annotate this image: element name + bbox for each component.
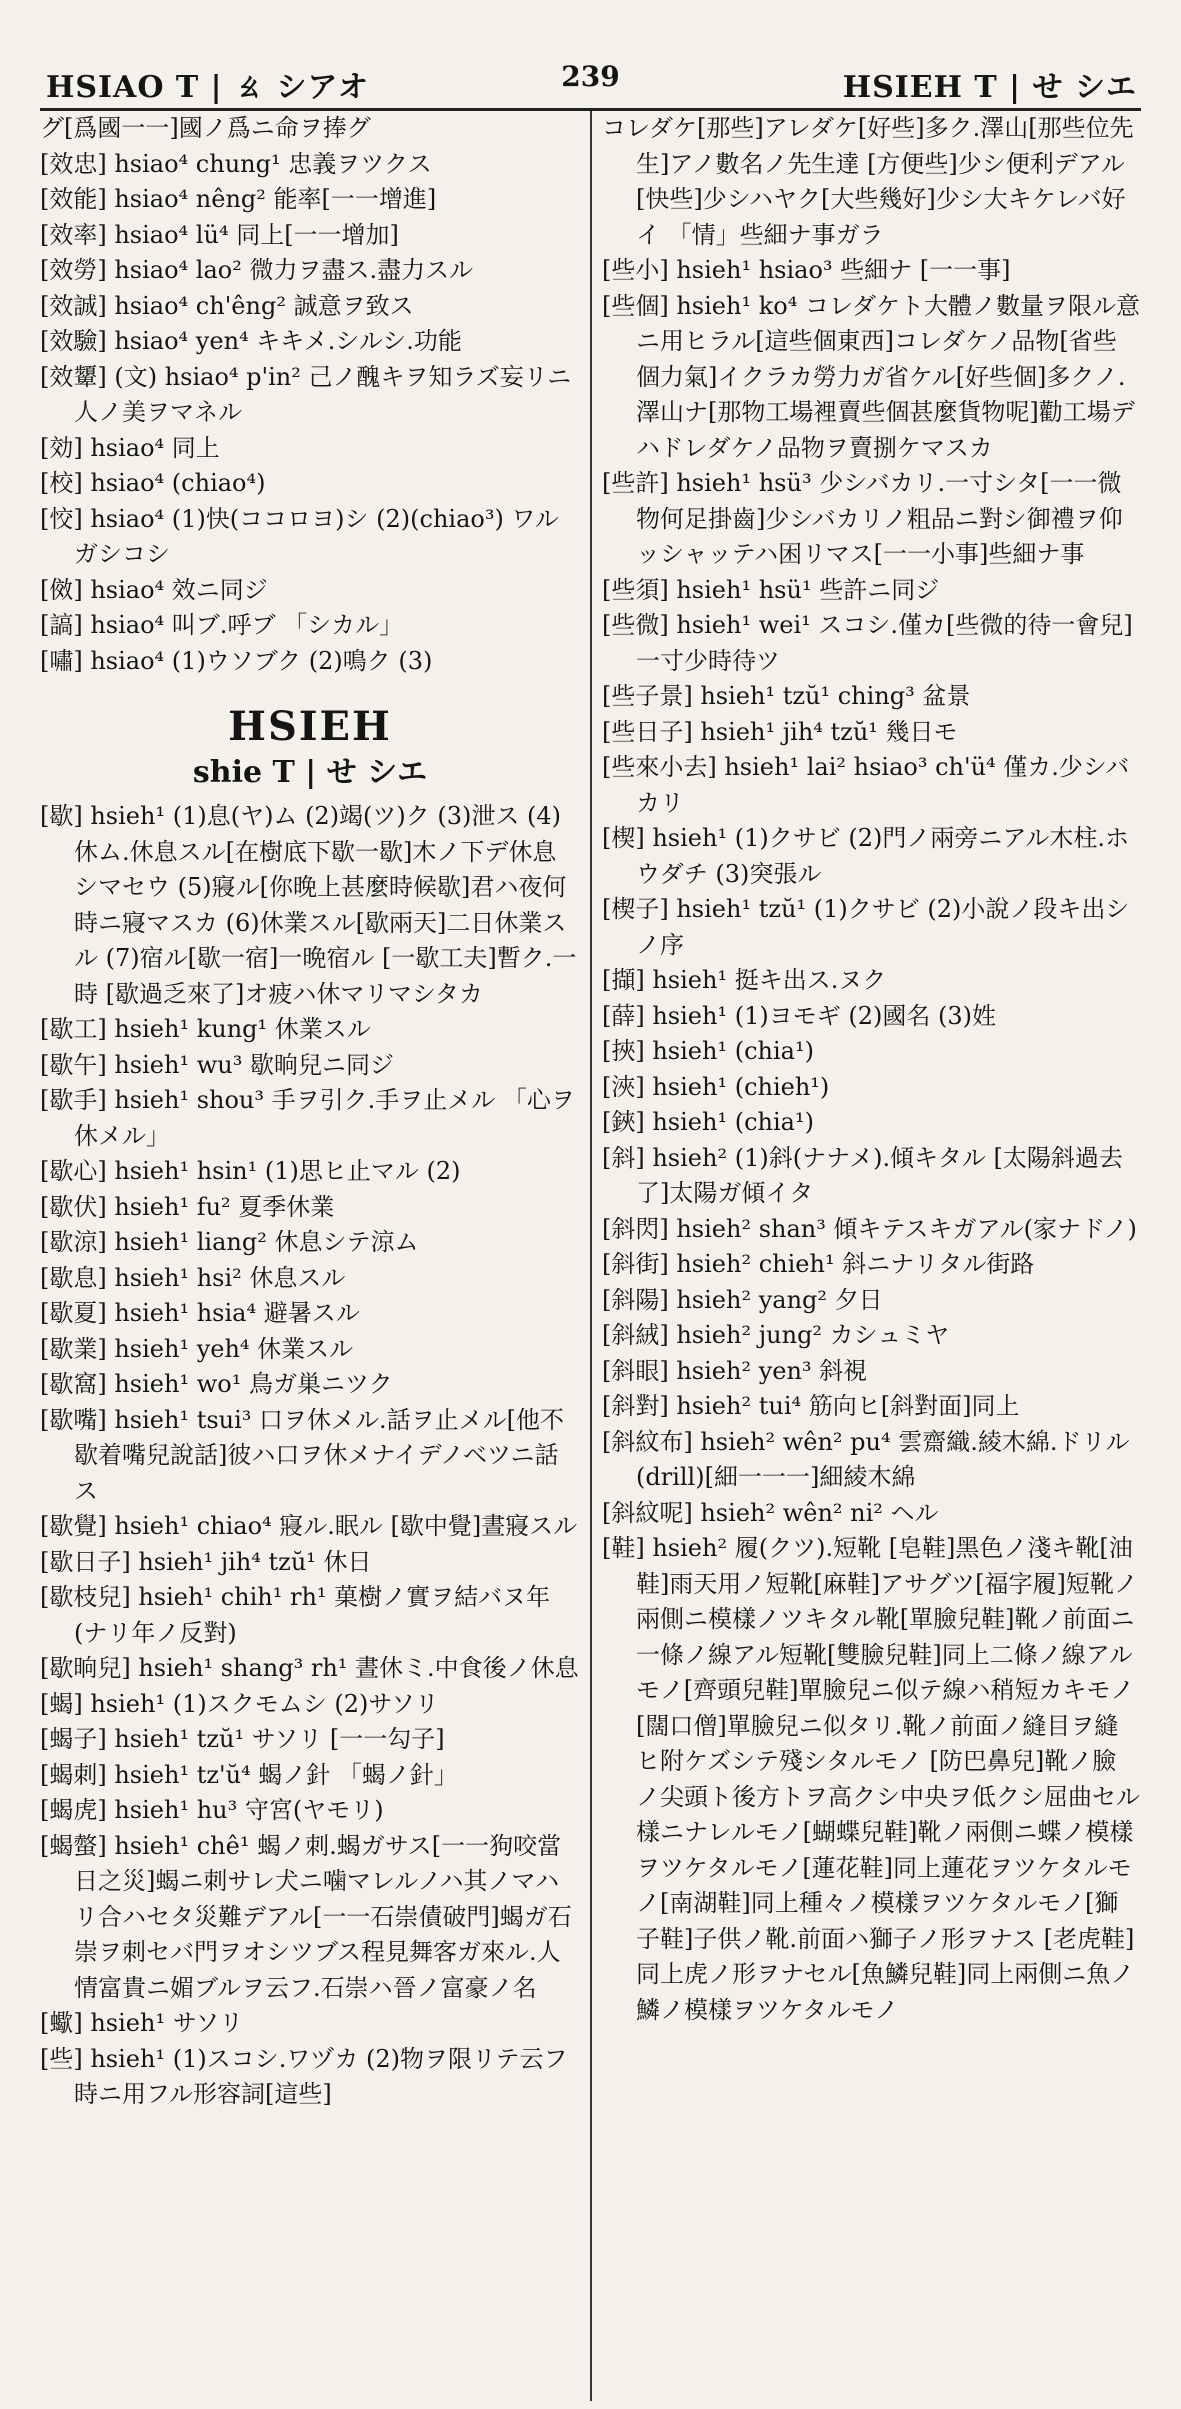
dictionary-entry: [歇午] hsieh¹ wu³ 歇晌兒ニ同ジ bbox=[40, 1050, 394, 1079]
page-header bbox=[40, 58, 1141, 111]
dictionary-entry: [些] hsieh¹ (1)スコシ.ワヅカ (2)物ヲ限リテ云フ時ニ用フル形容詞[這些] bbox=[40, 2044, 568, 2108]
dictionary-entry: [效誠] hsiao⁴ ch'êng² 誠意ヲ致ス bbox=[40, 291, 414, 320]
dictionary-entry: [擷] hsieh¹ 挺キ出ス.ヌク bbox=[602, 966, 887, 994]
dictionary-entry: コレダケ[那些]アレダケ[好些]多ク.澤山[那些位先生]アノ數名ノ先生達 [方便些]少シ便利デアル[快些]少シハヤク[大些幾好]少シ大キケレバ好イ 「情」些細ナ事ガラ bbox=[602, 114, 1134, 249]
dictionary-entry: [效驗] hsiao⁴ yen⁴ キキメ.シルシ.功能 bbox=[40, 327, 462, 355]
dictionary-entry: [歇伏] hsieh¹ fu² 夏季休業 bbox=[40, 1192, 335, 1221]
dictionary-entry: [些微] hsieh¹ wei¹ スコシ.僅カ[些微的待一會兒]一寸少時待ツ bbox=[602, 611, 1133, 675]
left-entry-list bbox=[40, 111, 580, 679]
dictionary-entry: [楔子] hsieh¹ tzŭ¹ (1)クサビ (2)小說ノ段キ出シノ序 bbox=[602, 895, 1130, 959]
dictionary-entry: [蠍] hsieh¹ サソリ bbox=[40, 2009, 244, 2037]
two-column-body bbox=[40, 111, 1141, 2401]
dictionary-entry: [斜紋布] hsieh² wên² pu⁴ 雲齋織.綾木綿.ドリル(drill)[細一一一]細綾木綿 bbox=[602, 1427, 1130, 1491]
dictionary-entry: [些日子] hsieh¹ jih⁴ tzŭ¹ 幾日モ bbox=[602, 717, 958, 746]
dictionary-entry: [薛] hsieh¹ (1)ヨモギ (2)國名 (3)姓 bbox=[602, 1001, 996, 1030]
dictionary-entry: [蝎] hsieh¹ (1)スクモムシ (2)サソリ bbox=[40, 1689, 439, 1718]
dictionary-entry: [校] hsiao⁴ (chiao⁴) bbox=[40, 469, 266, 497]
dictionary-entry: [斜眼] hsieh² yen³ 斜視 bbox=[602, 1356, 868, 1385]
header-left-romanization: HSIAO T | ㄠ シアオ bbox=[46, 70, 370, 105]
dictionary-entry: [歇] hsieh¹ (1)息(ヤ)ム (2)竭(ツ)ク (3)泄ス (4)休ム.休息スル[在樹底下歇一歇]木ノ下デ休息シマセウ (5)寢ル[你晚上甚麼時候歇]君ハ夜何時ニ寢マスカ (6)休業スル[歇兩天]二日休業スル (7)宿ル[歇一宿]一晩宿ル [一歇工夫]暫ク.一時 [歇過乏來了]オ疲ハ休マリマシタカ bbox=[40, 802, 577, 1008]
dictionary-entry: [效率] hsiao⁴ lü⁴ 同上[一一增加] bbox=[40, 220, 399, 249]
dictionary-entry: [些來小去] hsieh¹ lai² hsiao³ ch'ü⁴ 僅カ.少シバカリ bbox=[602, 753, 1130, 817]
dictionary-entry: [斜] hsieh² (1)斜(ナナメ).傾キタル [太陽斜過去了]太陽ガ傾イタ bbox=[602, 1143, 1123, 1207]
dictionary-entry: [效顰] (文) hsiao⁴ p'in² 己ノ醜キヲ知ラズ妄リニ人ノ美ヲマネル bbox=[40, 362, 572, 426]
dictionary-entry: [傚] hsiao⁴ 效ニ同ジ bbox=[40, 575, 268, 604]
dictionary-entry: [歇日子] hsieh¹ jih⁴ tzŭ¹ 休日 bbox=[40, 1547, 372, 1576]
dictionary-entry: [浹] hsieh¹ (chieh¹) bbox=[602, 1072, 830, 1101]
section-title: HSIEH bbox=[228, 703, 392, 750]
dictionary-entry: [斜紋呢] hsieh² wên² ni² ヘル bbox=[602, 1498, 939, 1527]
dictionary-entry: [蝎子] hsieh¹ tzŭ¹ サソリ [一一勾子] bbox=[40, 1725, 445, 1753]
dictionary-entry: [歇心] hsieh¹ hsin¹ (1)思ヒ止マル (2) bbox=[40, 1157, 461, 1185]
dictionary-entry: [鞋] hsieh² 履(クツ).短靴 [皂鞋]黑色ノ淺キ靴[油鞋]雨天用ノ短靴[麻鞋]アサグツ[福字履]短靴ノ兩側ニ模樣ノツキタル靴[單臉兒鞋]靴ノ前面ニ一條ノ線アル短靴[雙臉兒鞋]同上二條ノ線アルモノ[齊頭兒鞋]單臉兒ニ似テ線ハ稍短カキモノ [闊口僧]單臉兒ニ似タリ.靴ノ前面ノ縫目ヲ縫ヒ附ケズシテ殘シタルモノ [防巴鼻兒]靴ノ臉ノ尖頭ト後方トヲ高クシ中央ヲ低クシ屈曲セル樣ニナレルモノ[蝴蝶兒鞋]靴ノ兩側ニ蝶ノ模樣ヲツケタルモノ[蓮花鞋]同上蓮花ヲツケタルモノ[南湖鞋]同上種々ノ模樣ヲツケタルモノ[獅子鞋]子供ノ靴.前面ハ獅子ノ形ヲナス [老虎鞋]同上虎ノ形ヲナセル[魚鱗兒鞋]同上兩側ニ魚ノ鱗ノ模樣ヲツケタルモノ bbox=[602, 1534, 1140, 2024]
dictionary-entry: [歇枝兒] hsieh¹ chih¹ rh¹ 菓樹ノ實ヲ結バヌ年(ナリ年ノ反對) bbox=[40, 1583, 551, 1647]
dictionary-entry: [恔] hsiao⁴ (1)快(ココロヨ)シ (2)(chiao³) ワルガシコシ bbox=[40, 504, 559, 568]
page-number: 239 bbox=[561, 60, 620, 93]
dictionary-entry: [鋏] hsieh¹ (chia¹) bbox=[602, 1108, 814, 1136]
dictionary-entry: [挾] hsieh¹ (chia¹) bbox=[602, 1037, 814, 1065]
dictionary-entry: [歇嘴] hsieh¹ tsui³ 口ヲ休メル.話ヲ止メル[他不歇着嘴兒說話]彼ハ口ヲ休メナイデノベツニ話ス bbox=[40, 1405, 565, 1505]
dictionary-entry: [効] hsiao⁴ 同上 bbox=[40, 433, 220, 462]
dictionary-entry: [蝎螫] hsieh¹ chê¹ 蝎ノ刺.蝎ガサス[一一狗咬當日之災]蝎ニ刺サレ犬ニ噛マレルノハ其ノマハリ合ハセタ災難デアル[一一石崇債破門]蝎ガ石崇ヲ刺セバ門ヲオシツブス程見舞客ガ來ル.人情富貴ニ媚ブルヲ云フ.石崇ハ晉ノ富豪ノ名 bbox=[40, 1831, 572, 2002]
dictionary-entry: [歇手] hsieh¹ shou³ 手ヲ引ク.手ヲ止メル 「心ヲ休メル」 bbox=[40, 1086, 575, 1150]
dictionary-entry: [效勞] hsiao⁴ lao² 微力ヲ盡ス.盡力スル bbox=[40, 256, 474, 284]
dictionary-entry: [斜陽] hsieh² yang² 夕日 bbox=[602, 1285, 883, 1314]
dictionary-entry: [些個] hsieh¹ ko⁴ コレダケト大體ノ數量ヲ限ル意ニ用ヒラル[這些個東西]コレダケノ品物[省些個力氣]イクラカ勞力ガ省ケル[好些個]多クノ.澤山ナ[那物工場裡賣些個甚麼貨物呢]勸工場デハドレダケノ品物ヲ賣捌ケマスカ bbox=[602, 291, 1140, 462]
dictionary-entry: グ[爲國一一]國ノ爲ニ命ヲ捧グ bbox=[40, 114, 371, 142]
dictionary-entry: [些許] hsieh¹ hsü³ 少シバカリ.一寸シタ[一一微物何足掛齒]少シバカリノ粗品ニ對シ御禮ヲ仰ッシャッテハ困リマス[一一小事]些細ナ事 bbox=[602, 469, 1123, 568]
dictionary-entry: [楔] hsieh¹ (1)クサビ (2)門ノ兩旁ニアル木柱.ホウダチ (3)突張ル bbox=[602, 824, 1130, 888]
dictionary-entry: [歇晌兒] hsieh¹ shang³ rh¹ 晝休ミ.中食後ノ休息 bbox=[40, 1654, 579, 1682]
right-column bbox=[590, 111, 1140, 2401]
dictionary-entry: [些子景] hsieh¹ tzŭ¹ ching³ 盆景 bbox=[602, 682, 971, 710]
dictionary-entry: [嘯] hsiao⁴ (1)ウソブク (2)鳴ク (3) bbox=[40, 646, 433, 675]
dictionary-entry: [些小] hsieh¹ hsiao³ 些細ナ [一一事] bbox=[602, 256, 1011, 284]
dictionary-entry: [斜閃] hsieh² shan³ 傾キテスキガアル(家ナドノ) bbox=[602, 1214, 1137, 1243]
left-entry-list-2 bbox=[40, 799, 580, 2113]
header-right-romanization: HSIEH T | せ シエ bbox=[842, 70, 1137, 105]
dictionary-entry: [歇窩] hsieh¹ wo¹ 鳥ガ巣ニツク bbox=[40, 1370, 393, 1398]
dictionary-entry: [歇涼] hsieh¹ liang² 休息シテ涼ム bbox=[40, 1228, 419, 1256]
dictionary-entry: [謞] hsiao⁴ 叫ブ.呼ブ 「シカル」 bbox=[40, 611, 404, 639]
section-subtitle: shie T | せ シエ bbox=[192, 755, 428, 790]
dictionary-entry: [蝎虎] hsieh¹ hu³ 守宮(ヤモリ) bbox=[40, 1796, 384, 1824]
dictionary-entry: [斜街] hsieh² chieh¹ 斜ニナリタル街路 bbox=[602, 1250, 1035, 1278]
dictionary-entry: [蝎刺] hsieh¹ tz'ŭ⁴ 蝎ノ針 「蝎ノ針」 bbox=[40, 1760, 458, 1789]
right-entry-list bbox=[602, 111, 1140, 2028]
dictionary-entry: [歇息] hsieh¹ hsi² 休息スル bbox=[40, 1263, 346, 1292]
dictionary-entry: [效忠] hsiao⁴ chung¹ 忠義ヲツクス bbox=[40, 149, 432, 178]
left-column bbox=[40, 111, 590, 2401]
dictionary-entry: [些須] hsieh¹ hsü¹ 些許ニ同ジ bbox=[602, 575, 940, 604]
section-heading bbox=[40, 701, 580, 793]
dictionary-entry: [斜絨] hsieh² jung² カシュミヤ bbox=[602, 1321, 950, 1349]
dictionary-entry: [歇工] hsieh¹ kung¹ 休業スル bbox=[40, 1015, 371, 1043]
dictionary-entry: [歇覺] hsieh¹ chiao⁴ 寢ル.眠ル [歇中覺]晝寢スル bbox=[40, 1512, 578, 1540]
dictionary-entry: [效能] hsiao⁴ nêng² 能率[一一增進] bbox=[40, 185, 437, 213]
dictionary-entry: [斜對] hsieh² tui⁴ 筋向ヒ[斜對面]同上 bbox=[602, 1392, 1020, 1420]
dictionary-entry: [歇夏] hsieh¹ hsia⁴ 避暑スル bbox=[40, 1299, 360, 1327]
dictionary-entry: [歇業] hsieh¹ yeh⁴ 休業スル bbox=[40, 1334, 354, 1363]
